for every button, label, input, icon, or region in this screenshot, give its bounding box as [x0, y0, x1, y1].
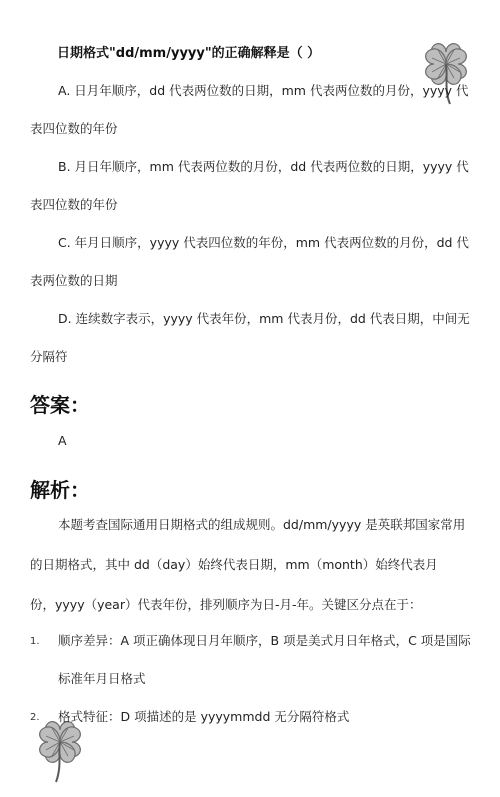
- option-c-line1: C. 年月日顺序，yyyy 代表四位数的年份，mm 代表两位数的月份，dd 代: [58, 235, 469, 250]
- answer-heading: 答案：: [30, 393, 90, 417]
- option-d-line1: D. 连续数字表示，yyyy 代表年份，mm 代表月份，dd 代表日期，中间无: [58, 311, 470, 326]
- point-1-number: 1.: [30, 636, 40, 647]
- analysis-para-line1: 本题考查国际通用日期格式的组成规则。dd/mm/yyyy 是英联邦国家常用: [58, 517, 466, 532]
- option-a-line1: A. 日月年顺序，dd 代表两位数的日期，mm 代表两位数的月份，yyyy 代: [58, 83, 469, 98]
- option-a-line2: 表四位数的年份: [30, 121, 118, 136]
- option-b-line1: B. 月日年顺序，mm 代表两位数的月份，dd 代表两位数的日期，yyyy 代: [58, 159, 469, 174]
- analysis-heading: 解析：: [30, 478, 90, 502]
- option-b-line2: 表四位数的年份: [30, 197, 118, 212]
- point-2-number: 2.: [30, 712, 40, 723]
- point-1-line2: 标准年月日格式: [58, 671, 146, 686]
- question-title: 日期格式"dd/mm/yyyy"的正确解释是（ ）: [57, 46, 321, 61]
- option-c-line2: 表两位数的日期: [30, 273, 118, 288]
- point-2-line1: 格式特征：D 项描述的是 yyyymmdd 无分隔符格式: [58, 709, 350, 724]
- analysis-para-line3: 份，yyyy（year）代表年份，排列顺序为日-月-年。关键区分点在于：: [30, 597, 422, 612]
- point-1-line1: 顺序差异：A 项正确体现日月年顺序，B 项是美式月日年格式，C 项是国际: [58, 633, 471, 648]
- answer-value: A: [58, 433, 67, 448]
- option-d-line2: 分隔符: [30, 349, 68, 364]
- analysis-para-line2: 的日期格式，其中 dd（day）始终代表日期，mm（month）始终代表月: [30, 557, 438, 572]
